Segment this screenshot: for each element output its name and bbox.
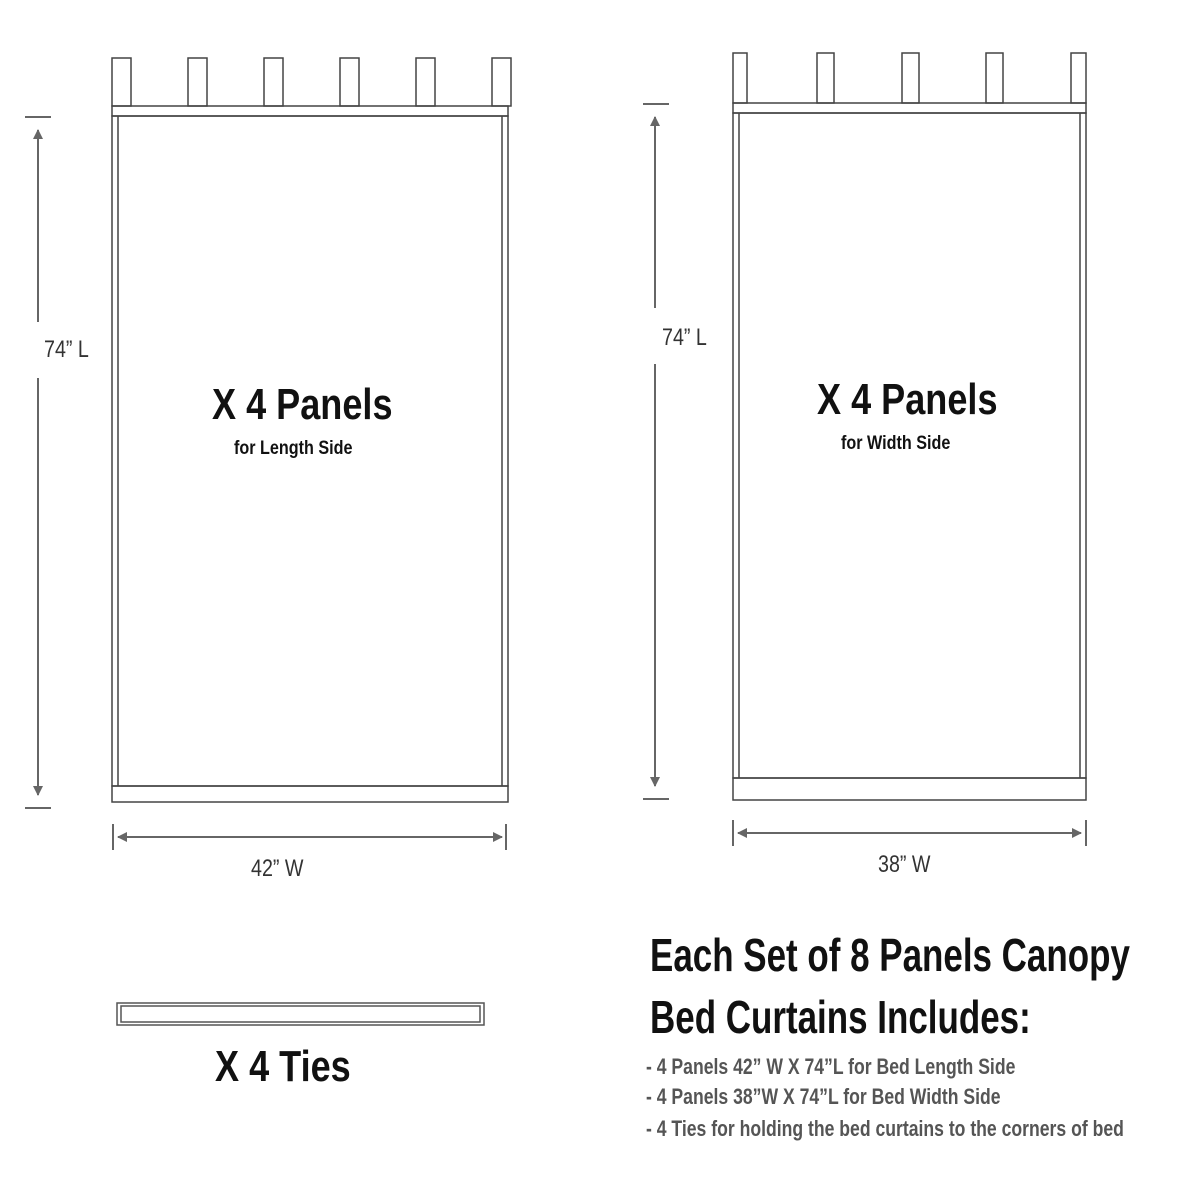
panel-tab: [492, 58, 511, 106]
left-panel-drawing: [112, 58, 511, 802]
right-panel-subtitle: for Width Side: [841, 433, 951, 454]
left-length-label: 74” L: [44, 336, 89, 363]
panel-tab: [1071, 53, 1086, 103]
right-length-dimension: [643, 104, 669, 799]
right-length-label: 74” L: [662, 324, 707, 351]
tie-strip: [117, 1003, 484, 1025]
panel-tab: [188, 58, 207, 106]
panel-tab: [986, 53, 1003, 103]
left-panel-title: X 4 Panels: [212, 380, 393, 429]
right-width-label: 38” W: [878, 851, 931, 878]
right-width-dimension: [733, 820, 1086, 846]
panel-tab: [264, 58, 283, 106]
right-panel-header-band: [733, 103, 1086, 113]
includes-item-2: - 4 Panels 38”W X 74”L for Bed Width Side: [646, 1084, 1001, 1109]
panel-tab: [112, 58, 131, 106]
ties-title: X 4 Ties: [215, 1042, 351, 1091]
left-width-label: 42” W: [251, 855, 304, 882]
left-panel-subtitle: for Length Side: [234, 438, 353, 459]
panel-tab: [817, 53, 834, 103]
panel-tab: [416, 58, 435, 106]
includes-heading-line1: Each Set of 8 Panels Canopy: [650, 929, 1130, 981]
left-panel-tabs: [112, 58, 511, 106]
right-panel-title: X 4 Panels: [817, 375, 998, 424]
includes-heading-line2: Bed Curtains Includes:: [650, 991, 1031, 1043]
panel-tab: [733, 53, 747, 103]
left-panel-hem: [112, 786, 508, 802]
right-panel-drawing: [733, 53, 1086, 800]
right-panel-tabs: [733, 53, 1086, 103]
left-width-dimension: [113, 824, 506, 850]
includes-item-3: - 4 Ties for holding the bed curtains to the corners of bed: [646, 1116, 1124, 1141]
includes-item-1: - 4 Panels 42” W X 74”L for Bed Length Side: [646, 1054, 1016, 1079]
panel-tab: [340, 58, 359, 106]
left-panel-header-band: [112, 106, 508, 116]
panel-tab: [902, 53, 919, 103]
right-panel-hem: [733, 778, 1086, 800]
left-length-dimension: [25, 117, 51, 808]
